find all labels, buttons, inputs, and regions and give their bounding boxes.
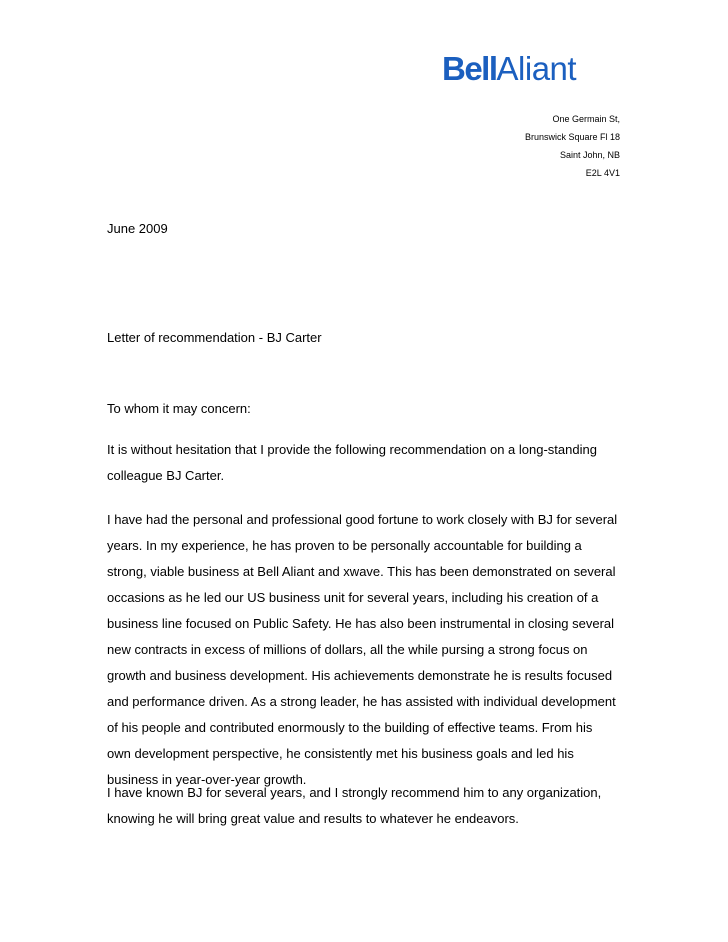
- paragraph-line: own development perspective, he consistently met his business goals and led his: [107, 746, 574, 761]
- paragraph-line: growth and business development. His achievements demonstrate he is results focused: [107, 668, 613, 683]
- bell-aliant-logo: [442, 49, 576, 89]
- paragraph-line: business in year-over-year growth.: [107, 772, 307, 787]
- logo-bell-text: Bell: [442, 50, 497, 87]
- paragraph-line: knowing he will bring great value and results to whatever he endeavors.: [107, 811, 519, 826]
- sender-address: [525, 110, 620, 182]
- letter-greeting: To whom it may concern:: [107, 401, 251, 416]
- paragraph-line: business line focused on Public Safety. He has also been instrumental in closing several: [107, 616, 615, 631]
- paragraph-line: colleague BJ Carter.: [107, 468, 225, 483]
- paragraph-body: [107, 507, 617, 793]
- address-line: Saint John, NB: [559, 150, 620, 160]
- paragraph-intro: [107, 437, 597, 489]
- logo-aliant-text: Aliant: [496, 50, 577, 87]
- paragraph-line: I have known BJ for several years, and I strongly recommend him to any organization,: [107, 785, 602, 800]
- paragraph-line: occasions as he led our US business unit for several years, including his creation of a: [107, 590, 599, 605]
- address-line: Brunswick Square Fl 18: [524, 132, 620, 142]
- paragraph-line: of his people and contributed enormously to the building of effective teams. From his: [107, 720, 593, 735]
- letter-subject: Letter of recommendation - BJ Carter: [107, 330, 322, 345]
- paragraph-line: years. In my experience, he has proven to be personally accountable for building a: [107, 538, 582, 553]
- paragraph-closing: [107, 780, 601, 832]
- address-line: One Germain St,: [552, 114, 620, 124]
- paragraph-line: new contracts in excess of millions of dollars, all the while pursing a strong focus on: [107, 642, 588, 657]
- address-line: E2L 4V1: [585, 168, 620, 178]
- paragraph-line: I have had the personal and professional good fortune to work closely with BJ for several: [107, 512, 618, 527]
- letter-date: June 2009: [107, 221, 168, 236]
- paragraph-line: and performance driven. As a strong leader, he has assisted with individual development: [107, 694, 616, 709]
- paragraph-line: strong, viable business at Bell Aliant and xwave. This has been demonstrated on several: [107, 564, 616, 579]
- paragraph-line: It is without hesitation that I provide the following recommendation on a long-standing: [107, 442, 597, 457]
